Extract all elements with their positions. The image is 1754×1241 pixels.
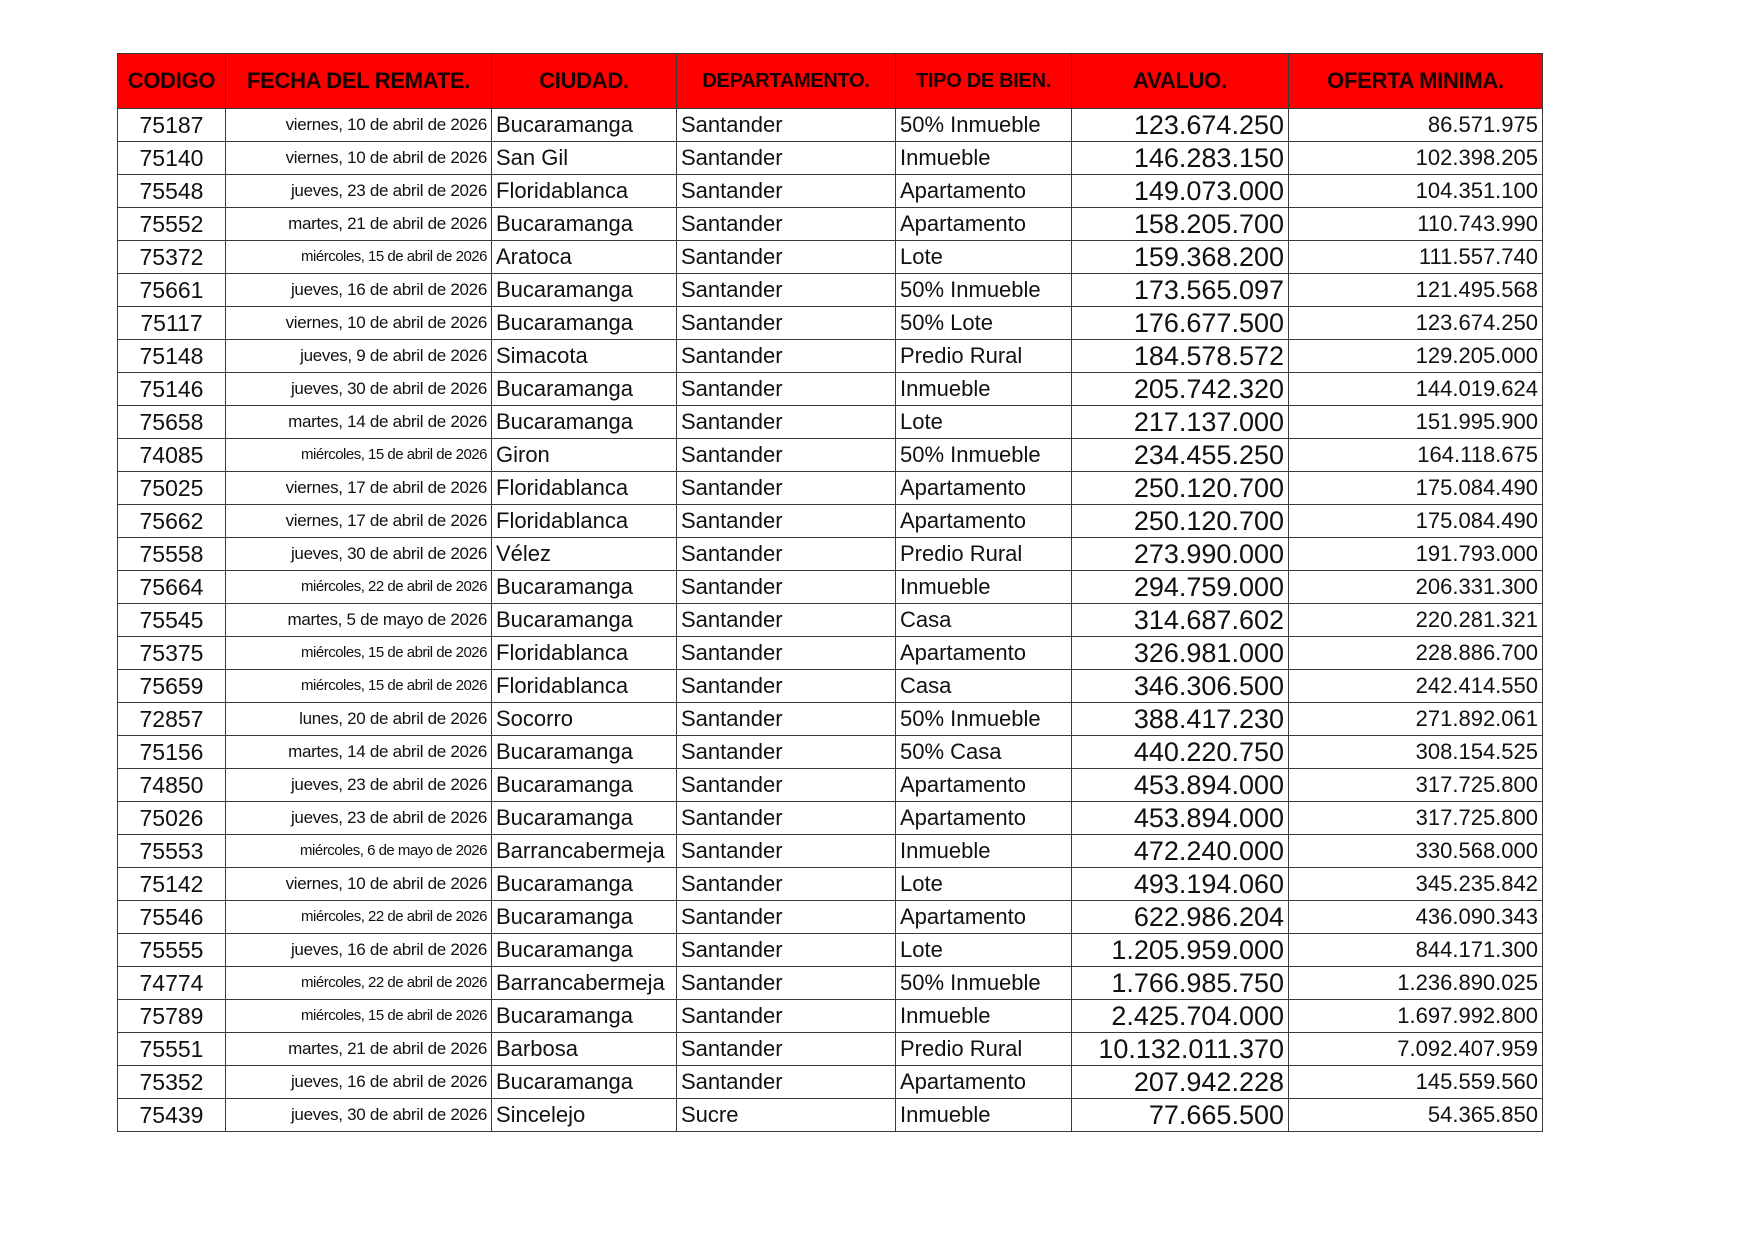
cell-tipo: 50% Inmueble [896,109,1072,142]
cell-oferta: 110.743.990 [1289,208,1543,241]
cell-tipo: Lote [896,241,1072,274]
cell-ciudad: Bucaramanga [492,274,677,307]
cell-tipo: Predio Rural [896,1033,1072,1066]
cell-ciudad: Bucaramanga [492,736,677,769]
cell-ciudad: Bucaramanga [492,901,677,934]
cell-ciudad: Barbosa [492,1033,677,1066]
cell-codigo: 75553 [118,835,226,868]
table-row [118,241,1543,274]
cell-departamento: Santander [677,1066,896,1099]
cell-fecha: miércoles, 15 de abril de 2026 [226,637,492,670]
cell-ciudad: Floridablanca [492,505,677,538]
cell-avaluo: 1.205.959.000 [1072,934,1289,967]
cell-fecha: jueves, 23 de abril de 2026 [226,802,492,835]
cell-ciudad: Simacota [492,340,677,373]
table-row [118,967,1543,1000]
cell-codigo: 75352 [118,1066,226,1099]
cell-ciudad: Bucaramanga [492,109,677,142]
cell-fecha: jueves, 30 de abril de 2026 [226,373,492,406]
cell-codigo: 75146 [118,373,226,406]
table-row [118,505,1543,538]
cell-oferta: 144.019.624 [1289,373,1543,406]
cell-ciudad: Bucaramanga [492,1000,677,1033]
table-row [118,868,1543,901]
cell-fecha: jueves, 16 de abril de 2026 [226,274,492,307]
table-row [118,109,1543,142]
cell-ciudad: Aratoca [492,241,677,274]
cell-oferta: 1.697.992.800 [1289,1000,1543,1033]
cell-ciudad: Floridablanca [492,175,677,208]
table-row [118,604,1543,637]
cell-departamento: Santander [677,604,896,637]
cell-tipo: Inmueble [896,1099,1072,1132]
cell-tipo: Inmueble [896,835,1072,868]
cell-oferta: 317.725.800 [1289,769,1543,802]
table-row [118,934,1543,967]
cell-avaluo: 149.073.000 [1072,175,1289,208]
cell-tipo: Apartamento [896,505,1072,538]
cell-oferta: 151.995.900 [1289,406,1543,439]
table-row [118,142,1543,175]
cell-departamento: Santander [677,109,896,142]
cell-departamento: Santander [677,208,896,241]
cell-avaluo: 273.990.000 [1072,538,1289,571]
cell-fecha: miércoles, 15 de abril de 2026 [226,670,492,703]
cell-fecha: martes, 21 de abril de 2026 [226,1033,492,1066]
table-body [118,109,1543,1132]
cell-avaluo: 159.368.200 [1072,241,1289,274]
cell-tipo: Apartamento [896,1066,1072,1099]
cell-fecha: miércoles, 6 de mayo de 2026 [226,835,492,868]
cell-codigo: 75789 [118,1000,226,1033]
cell-tipo: 50% Inmueble [896,439,1072,472]
cell-codigo: 75551 [118,1033,226,1066]
cell-avaluo: 123.674.250 [1072,109,1289,142]
cell-codigo: 75156 [118,736,226,769]
cell-departamento: Santander [677,142,896,175]
header-departamento: DEPARTAMENTO. [677,54,896,109]
cell-departamento: Santander [677,505,896,538]
cell-departamento: Santander [677,340,896,373]
cell-fecha: jueves, 16 de abril de 2026 [226,934,492,967]
cell-ciudad: Barrancabermeja [492,835,677,868]
cell-codigo: 75375 [118,637,226,670]
cell-tipo: Apartamento [896,802,1072,835]
cell-codigo: 75025 [118,472,226,505]
cell-tipo: Lote [896,934,1072,967]
table-row [118,175,1543,208]
cell-oferta: 220.281.321 [1289,604,1543,637]
cell-fecha: jueves, 30 de abril de 2026 [226,538,492,571]
cell-oferta: 242.414.550 [1289,670,1543,703]
cell-codigo: 74850 [118,769,226,802]
cell-tipo: Apartamento [896,175,1072,208]
cell-tipo: Lote [896,406,1072,439]
header-fecha: FECHA DEL REMATE. [226,54,492,109]
cell-ciudad: San Gil [492,142,677,175]
cell-tipo: Lote [896,868,1072,901]
cell-codigo: 75659 [118,670,226,703]
header-row [118,54,1543,109]
cell-codigo: 75555 [118,934,226,967]
cell-departamento: Santander [677,868,896,901]
cell-avaluo: 346.306.500 [1072,670,1289,703]
cell-avaluo: 10.132.011.370 [1072,1033,1289,1066]
cell-ciudad: Bucaramanga [492,307,677,340]
cell-oferta: 436.090.343 [1289,901,1543,934]
table-row [118,769,1543,802]
cell-tipo: Apartamento [896,208,1072,241]
table-row [118,538,1543,571]
cell-avaluo: 184.578.572 [1072,340,1289,373]
cell-avaluo: 472.240.000 [1072,835,1289,868]
cell-codigo: 75558 [118,538,226,571]
cell-fecha: miércoles, 22 de abril de 2026 [226,901,492,934]
cell-fecha: viernes, 10 de abril de 2026 [226,109,492,142]
cell-oferta: 129.205.000 [1289,340,1543,373]
cell-avaluo: 77.665.500 [1072,1099,1289,1132]
cell-oferta: 123.674.250 [1289,307,1543,340]
cell-avaluo: 250.120.700 [1072,505,1289,538]
table-row [118,571,1543,604]
cell-codigo: 75142 [118,868,226,901]
table-row [118,703,1543,736]
cell-tipo: Predio Rural [896,340,1072,373]
cell-fecha: martes, 14 de abril de 2026 [226,736,492,769]
cell-departamento: Santander [677,703,896,736]
table-row [118,1099,1543,1132]
cell-departamento: Sucre [677,1099,896,1132]
cell-tipo: Inmueble [896,373,1072,406]
cell-codigo: 75372 [118,241,226,274]
cell-avaluo: 294.759.000 [1072,571,1289,604]
cell-avaluo: 176.677.500 [1072,307,1289,340]
cell-departamento: Santander [677,307,896,340]
cell-ciudad: Bucaramanga [492,208,677,241]
cell-oferta: 7.092.407.959 [1289,1033,1543,1066]
cell-avaluo: 2.425.704.000 [1072,1000,1289,1033]
cell-avaluo: 207.942.228 [1072,1066,1289,1099]
cell-departamento: Santander [677,901,896,934]
cell-departamento: Santander [677,1033,896,1066]
cell-ciudad: Floridablanca [492,670,677,703]
table-row [118,835,1543,868]
cell-codigo: 75664 [118,571,226,604]
header-codigo: CODIGO [118,54,226,109]
cell-ciudad: Floridablanca [492,637,677,670]
header-ciudad: CIUDAD. [492,54,677,109]
cell-ciudad: Bucaramanga [492,604,677,637]
cell-departamento: Santander [677,571,896,604]
cell-ciudad: Socorro [492,703,677,736]
cell-codigo: 75117 [118,307,226,340]
cell-fecha: miércoles, 22 de abril de 2026 [226,967,492,1000]
cell-codigo: 75661 [118,274,226,307]
cell-departamento: Santander [677,472,896,505]
cell-ciudad: Vélez [492,538,677,571]
cell-oferta: 86.571.975 [1289,109,1543,142]
cell-codigo: 75552 [118,208,226,241]
cell-ciudad: Bucaramanga [492,934,677,967]
cell-avaluo: 250.120.700 [1072,472,1289,505]
cell-avaluo: 205.742.320 [1072,373,1289,406]
cell-fecha: jueves, 16 de abril de 2026 [226,1066,492,1099]
header-tipo: TIPO DE BIEN. [896,54,1072,109]
cell-fecha: lunes, 20 de abril de 2026 [226,703,492,736]
cell-departamento: Santander [677,637,896,670]
cell-ciudad: Floridablanca [492,472,677,505]
table-row [118,439,1543,472]
cell-oferta: 308.154.525 [1289,736,1543,769]
cell-fecha: jueves, 9 de abril de 2026 [226,340,492,373]
cell-tipo: Inmueble [896,142,1072,175]
cell-avaluo: 314.687.602 [1072,604,1289,637]
table-row [118,373,1543,406]
cell-tipo: 50% Inmueble [896,274,1072,307]
cell-fecha: miércoles, 22 de abril de 2026 [226,571,492,604]
cell-oferta: 104.351.100 [1289,175,1543,208]
header-avaluo: AVALUO. [1072,54,1289,109]
table-row [118,802,1543,835]
cell-fecha: martes, 5 de mayo de 2026 [226,604,492,637]
cell-fecha: viernes, 10 de abril de 2026 [226,142,492,175]
cell-departamento: Santander [677,934,896,967]
cell-fecha: jueves, 23 de abril de 2026 [226,175,492,208]
cell-oferta: 145.559.560 [1289,1066,1543,1099]
cell-tipo: Apartamento [896,901,1072,934]
cell-codigo: 75140 [118,142,226,175]
table-row [118,406,1543,439]
cell-codigo: 74774 [118,967,226,1000]
table-row [118,901,1543,934]
cell-codigo: 74085 [118,439,226,472]
header-oferta: OFERTA MINIMA. [1289,54,1543,109]
cell-oferta: 345.235.842 [1289,868,1543,901]
cell-avaluo: 1.766.985.750 [1072,967,1289,1000]
cell-ciudad: Bucaramanga [492,1066,677,1099]
cell-tipo: Inmueble [896,571,1072,604]
cell-oferta: 844.171.300 [1289,934,1543,967]
cell-oferta: 175.084.490 [1289,505,1543,538]
cell-fecha: viernes, 17 de abril de 2026 [226,472,492,505]
cell-ciudad: Bucaramanga [492,373,677,406]
table-row [118,736,1543,769]
cell-avaluo: 440.220.750 [1072,736,1289,769]
cell-departamento: Santander [677,274,896,307]
cell-avaluo: 234.455.250 [1072,439,1289,472]
cell-oferta: 317.725.800 [1289,802,1543,835]
cell-avaluo: 453.894.000 [1072,769,1289,802]
cell-codigo: 75148 [118,340,226,373]
cell-fecha: miércoles, 15 de abril de 2026 [226,1000,492,1033]
cell-ciudad: Bucaramanga [492,802,677,835]
cell-ciudad: Bucaramanga [492,868,677,901]
cell-departamento: Santander [677,175,896,208]
cell-codigo: 75026 [118,802,226,835]
cell-avaluo: 388.417.230 [1072,703,1289,736]
cell-tipo: Inmueble [896,1000,1072,1033]
cell-ciudad: Bucaramanga [492,406,677,439]
cell-fecha: viernes, 17 de abril de 2026 [226,505,492,538]
cell-codigo: 75545 [118,604,226,637]
cell-departamento: Santander [677,538,896,571]
cell-tipo: 50% Casa [896,736,1072,769]
cell-codigo: 75662 [118,505,226,538]
cell-departamento: Santander [677,967,896,1000]
cell-avaluo: 158.205.700 [1072,208,1289,241]
cell-departamento: Santander [677,802,896,835]
cell-tipo: Casa [896,670,1072,703]
cell-oferta: 1.236.890.025 [1289,967,1543,1000]
cell-oferta: 164.118.675 [1289,439,1543,472]
cell-tipo: Apartamento [896,472,1072,505]
cell-fecha: viernes, 10 de abril de 2026 [226,307,492,340]
cell-codigo: 75546 [118,901,226,934]
cell-codigo: 72857 [118,703,226,736]
auction-table [117,53,1543,1132]
cell-oferta: 175.084.490 [1289,472,1543,505]
cell-departamento: Santander [677,373,896,406]
cell-tipo: Predio Rural [896,538,1072,571]
cell-fecha: miércoles, 15 de abril de 2026 [226,241,492,274]
cell-oferta: 206.331.300 [1289,571,1543,604]
cell-oferta: 271.892.061 [1289,703,1543,736]
cell-oferta: 228.886.700 [1289,637,1543,670]
cell-oferta: 111.557.740 [1289,241,1543,274]
cell-departamento: Santander [677,241,896,274]
cell-avaluo: 493.194.060 [1072,868,1289,901]
cell-departamento: Santander [677,736,896,769]
table-row [118,274,1543,307]
cell-avaluo: 622.986.204 [1072,901,1289,934]
cell-codigo: 75548 [118,175,226,208]
cell-departamento: Santander [677,670,896,703]
cell-codigo: 75439 [118,1099,226,1132]
cell-fecha: viernes, 10 de abril de 2026 [226,868,492,901]
cell-ciudad: Bucaramanga [492,769,677,802]
cell-tipo: Apartamento [896,637,1072,670]
cell-avaluo: 146.283.150 [1072,142,1289,175]
cell-ciudad: Giron [492,439,677,472]
table-row [118,1033,1543,1066]
cell-avaluo: 217.137.000 [1072,406,1289,439]
cell-ciudad: Bucaramanga [492,571,677,604]
cell-oferta: 102.398.205 [1289,142,1543,175]
cell-oferta: 330.568.000 [1289,835,1543,868]
cell-ciudad: Sincelejo [492,1099,677,1132]
cell-departamento: Santander [677,835,896,868]
cell-departamento: Santander [677,406,896,439]
cell-avaluo: 326.981.000 [1072,637,1289,670]
table-row [118,1000,1543,1033]
cell-fecha: jueves, 30 de abril de 2026 [226,1099,492,1132]
table-row [118,670,1543,703]
cell-ciudad: Barrancabermeja [492,967,677,1000]
cell-codigo: 75658 [118,406,226,439]
cell-tipo: Casa [896,604,1072,637]
table-row [118,1066,1543,1099]
table-row [118,472,1543,505]
cell-tipo: 50% Inmueble [896,703,1072,736]
table-row [118,307,1543,340]
cell-oferta: 191.793.000 [1289,538,1543,571]
cell-tipo: 50% Lote [896,307,1072,340]
cell-oferta: 54.365.850 [1289,1099,1543,1132]
cell-codigo: 75187 [118,109,226,142]
cell-departamento: Santander [677,439,896,472]
cell-fecha: jueves, 23 de abril de 2026 [226,769,492,802]
cell-fecha: martes, 21 de abril de 2026 [226,208,492,241]
cell-avaluo: 453.894.000 [1072,802,1289,835]
cell-tipo: 50% Inmueble [896,967,1072,1000]
cell-oferta: 121.495.568 [1289,274,1543,307]
cell-fecha: martes, 14 de abril de 2026 [226,406,492,439]
cell-departamento: Santander [677,1000,896,1033]
table-row [118,208,1543,241]
cell-tipo: Apartamento [896,769,1072,802]
table-row [118,637,1543,670]
cell-departamento: Santander [677,769,896,802]
table-row [118,340,1543,373]
cell-avaluo: 173.565.097 [1072,274,1289,307]
cell-fecha: miércoles, 15 de abril de 2026 [226,439,492,472]
